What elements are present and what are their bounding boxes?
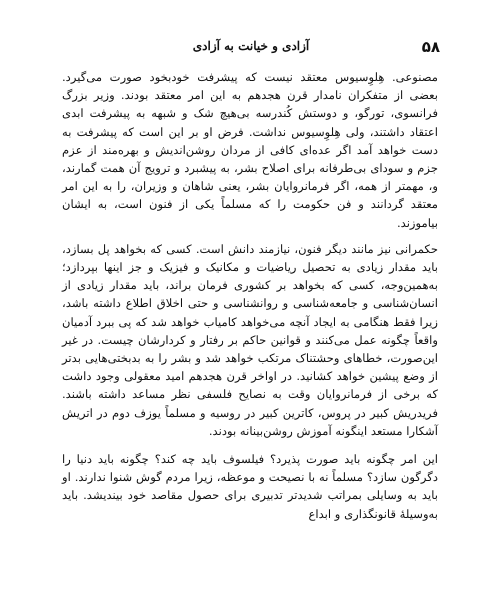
running-title: آزادی و خیانت به آزادی: [192, 39, 310, 53]
paragraph: حکمرانی نیز مانند دیگر فنون، نیازمند دانش است. کسی که بخواهد پل بسازد، باید مقدار زیادی به تحصیل ریاضیات و مکانیک و فیزیک و جز اینها بپردازد؛ به‌همین‌وجه، کسی که بخواهد بر کشوری فرمان براند، باید مقدار زیادی از انسان‌شناسی و جامعه‌شناسی و روانشناسی و حتی اخلاق اطلاع داشته باشد، زیرا فقط هنگامی به ایجاد آنچه می‌خواهد کامیاب خواهد شد که پی ببرد آدمیان واقعاً چگونه عمل می‌کنند و قوانین حاکم بر رفتار و کردارشان چیست. در غیر این‌صورت، خطاهای وحشتناک مرتکب خواهد شد و بشر را به بدبختی‌هایی بدتر از وضع پیشین خواهد کشانید. در اواخر قرن هجدهم امید معقولی وجود داشت که برخی از فرمانروایان وقت به نصایح فلسفی نظر مساعد داشته باشند. فریدریش کبیر در پروس، کاترین کبیر در روسیه و مسلماً یوزف دوم در اتریش آشکارا مستعد اینگونه آموزش روشن‌بینانه بودند.: [62, 241, 438, 438]
body-text: [62, 68, 438, 523]
paragraph: مصنوعی. هِلوِسیوس معتقد نیست که پیشرفت خودبخود صورت می‌گیرد. بعضی از متفکران نامدار قرن هجدهم به این امر معتقد بودند. وزیر بزرگ فرانسوی، تورگو، و دوستش کُندرسه بی‌هیچ شک و شبهه به پیشرفت ابدی اعتقاد داشتند، ولی هِلوِسیوس نداشت. فرض او بر این است که پیشرفت به دست خواهد آمد اگر عده‌ای کافی از مردان روشن‌اندیش و بهره‌مند از عزم جزم و سودای بی‌طرفانه برای اصلاح بشر، به پیشبرد و ترویج آن همت گمارند، و، مهمتر از همه، اگر فرمانروایان بشر، یعنی شاهان و وزیران، را به این امر معتقد گردانند و فن حکومت را که مسلماً یکی از فنون است، به ایشان بیاموزند.: [62, 70, 438, 230]
page-number: ۵۸: [421, 38, 440, 56]
paragraph: این امر چگونه باید صورت پذیرد؟ فیلسوف باید چه کند؟ چگونه باید دنیا را دگرگون سازد؟ مسلماً نه با نصیحت و موعظه، زیرا مردم گوش شنوا ندارند. او باید به وسایلی بمراتب شدیدتر تدبیری برای حصول مقاصد خود بیندیشد. باید به‌وسیلهٔ قانونگذاری و ابداع: [62, 452, 438, 521]
page-header: [62, 38, 440, 58]
